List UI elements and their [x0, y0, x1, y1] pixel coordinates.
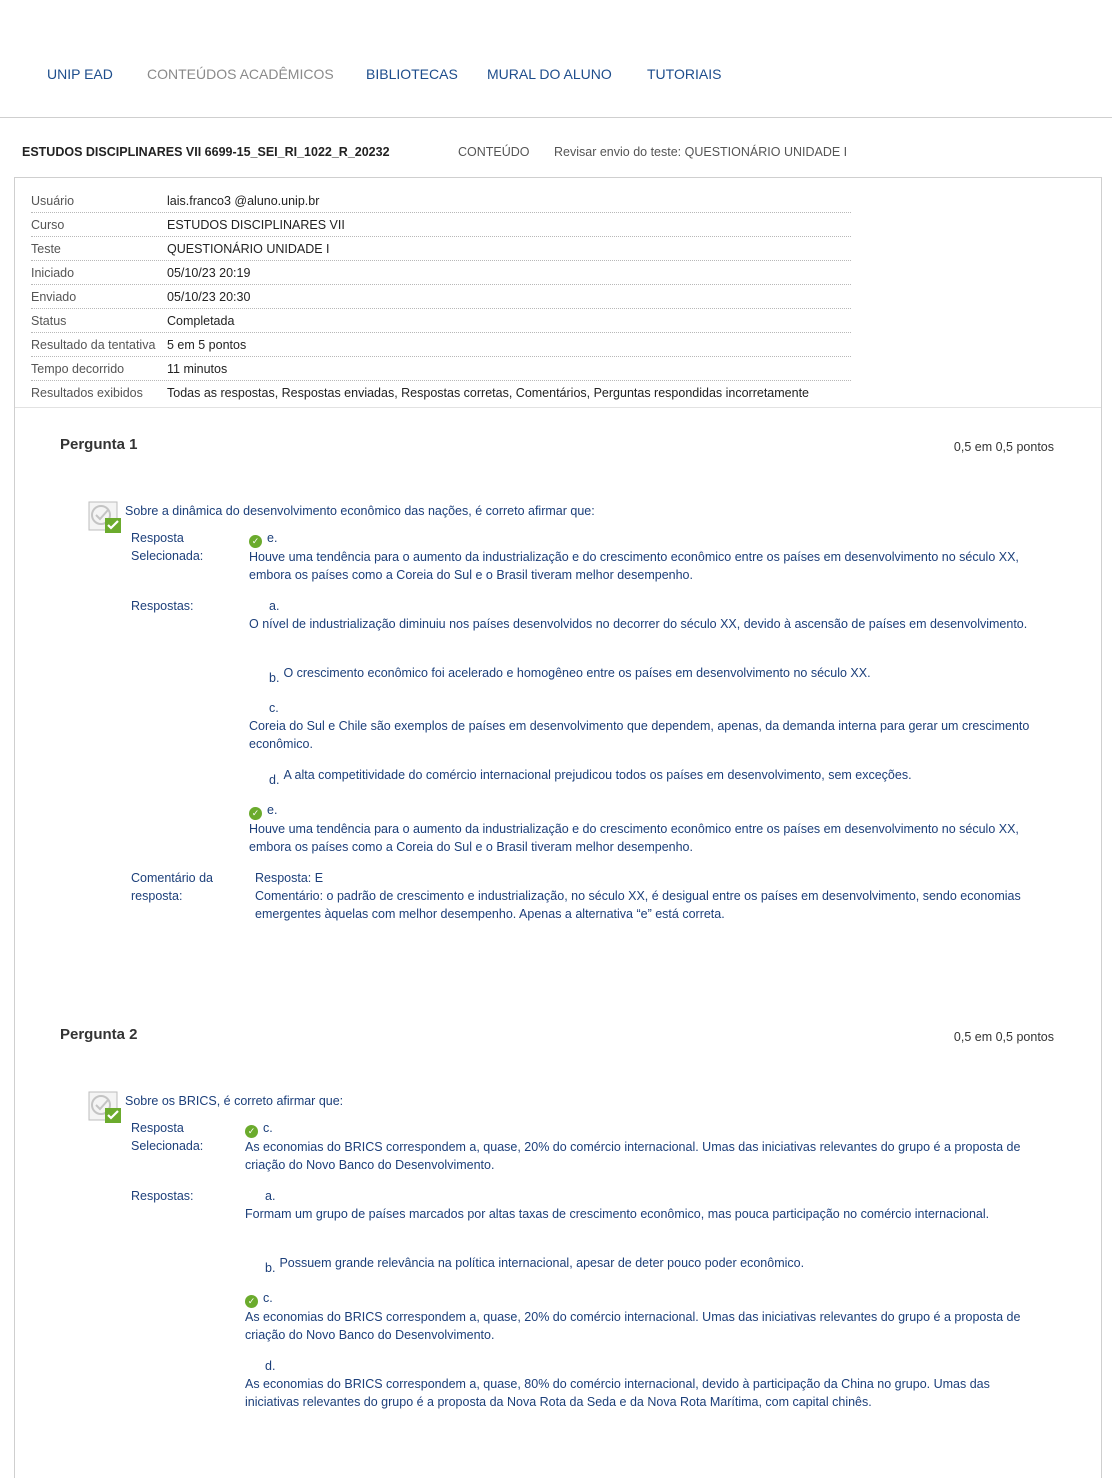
info-label: Usuário	[31, 194, 75, 208]
info-value: ESTUDOS DISCIPLINARES VII	[167, 218, 345, 232]
info-value: 05/10/23 20:30	[167, 290, 251, 304]
info-label: Iniciado	[31, 266, 75, 280]
question-2-text: Sobre os BRICS, é correto afirmar que:	[125, 1094, 344, 1108]
option-letter: a.	[269, 599, 280, 613]
answer-option-a	[245, 1187, 1035, 1223]
info-row-submitted	[31, 286, 851, 309]
option-text: Houve uma tendência para o aumento da industrialização e do crescimento econômico entre os países em desenvolvimento no século XX, embora os países como a Coreia do Sul e o Brasil tiveram melhor desempenho.	[249, 550, 1019, 582]
answer-option-a	[249, 597, 1039, 633]
selected-answer	[249, 529, 1039, 584]
option-text: O crescimento econômico foi acelerado e homogêneo entre os países em desenvolvimento no século XX.	[283, 666, 871, 680]
answer-option-c	[249, 699, 1039, 753]
top-navigation	[0, 0, 1112, 118]
answer-option-e	[249, 801, 1039, 856]
label-line: Resposta	[131, 1121, 184, 1135]
info-label: Enviado	[31, 290, 77, 304]
info-value: Completada	[167, 314, 235, 328]
option-letter: d.	[265, 1359, 276, 1373]
selected-answer	[245, 1119, 1035, 1174]
option-letter: e.	[267, 803, 278, 817]
answer-option-b	[269, 666, 871, 685]
nav-unip-ead[interactable]: UNIP EAD	[47, 66, 113, 82]
option-text: As economias do BRICS correspondem a, quase, 20% do comércio internacional. Umas das iniciativas relevantes do grupo é a proposta de criação do Novo Banco do Desenvolvimento.	[245, 1310, 1021, 1342]
label-line: Resposta	[131, 531, 184, 545]
check-circle-icon: ✓	[249, 807, 262, 820]
info-row-elapsed	[31, 358, 851, 381]
info-row-result	[31, 334, 851, 357]
info-row-course	[31, 214, 851, 237]
nav-mural-do-aluno[interactable]: MURAL DO ALUNO	[487, 66, 612, 82]
nav-bibliotecas[interactable]: BIBLIOTECAS	[366, 66, 458, 82]
test-review-panel	[14, 177, 1102, 1478]
info-label: Tempo decorrido	[31, 362, 125, 376]
check-circle-icon: ✓	[245, 1295, 258, 1308]
option-letter: a.	[265, 1189, 276, 1203]
divider	[15, 407, 1101, 408]
option-text: As economias do BRICS correspondem a, quase, 20% do comércio internacional. Umas das iniciativas relevantes do grupo é a proposta de criação do Novo Banco do Desenvolvimento.	[245, 1140, 1021, 1172]
answer-option-b	[265, 1256, 805, 1275]
question-2-score: 0,5 em 0,5 pontos	[953, 1030, 1054, 1044]
breadcrumb-course[interactable]: ESTUDOS DISCIPLINARES VII 6699-15_SEI_RI_1022_R_20232	[22, 145, 390, 159]
info-label: Status	[31, 314, 67, 328]
label-line: Comentário da	[131, 871, 213, 885]
info-value: 11 minutos	[167, 362, 228, 376]
selected-answer-label	[131, 529, 203, 565]
breadcrumb	[0, 120, 1112, 176]
option-text: Houve uma tendência para o aumento da industrialização e do crescimento econômico entre os países em desenvolvimento no século XX, embora os países como a Coreia do Sul e o Brasil tiveram melhor desempenho.	[249, 822, 1019, 854]
option-text: A alta competitividade do comércio internacional prejudicou todos os países em desenvolvimento, sem exceções.	[283, 768, 912, 782]
nav-conteudos-academicos[interactable]: CONTEÚDOS ACADÊMICOS	[147, 66, 334, 82]
option-letter: b.	[269, 671, 280, 685]
option-letter: c.	[263, 1121, 273, 1135]
info-value: Todas as respostas, Respostas enviadas, Respostas corretas, Comentários, Perguntas respondidas incorretamente	[167, 386, 809, 400]
info-label: Curso	[31, 218, 65, 232]
info-value: lais.franco3 @aluno.unip.br	[167, 194, 320, 208]
graded-question-icon	[87, 500, 123, 534]
answer-option-c	[245, 1289, 1035, 1344]
check-circle-icon: ✓	[249, 535, 262, 548]
option-text: As economias do BRICS correspondem a, quase, 80% do comércio internacional, devido à participação da China no grupo. Umas das iniciativas relevantes do grupo é a proposta da Nova Rota da Seda e da Nova Rota Marítima, com capital chinês.	[245, 1377, 990, 1409]
label-line: Selecionada:	[131, 549, 204, 563]
option-text: Formam um grupo de países marcados por altas taxas de crescimento econômico, mas pouca participação no comércio internacional.	[245, 1207, 990, 1221]
question-1-text: Sobre a dinâmica do desenvolvimento econômico das nações, é correto afirmar que:	[125, 504, 595, 518]
breadcrumb-section[interactable]: CONTEÚDO	[458, 145, 530, 159]
option-letter: c.	[269, 701, 279, 715]
info-label: Resultados exibidos	[31, 386, 143, 400]
label-line: Selecionada:	[131, 1139, 204, 1153]
info-value: 05/10/23 20:19	[167, 266, 251, 280]
question-2-title: Pergunta 2	[60, 1026, 138, 1043]
answers-label: Respostas:	[131, 599, 194, 613]
option-letter: c.	[263, 1291, 273, 1305]
comment-answer: Resposta: E	[255, 871, 324, 885]
comment-label	[131, 869, 213, 905]
answer-option-d	[245, 1357, 1035, 1411]
answers-label: Respostas:	[131, 1189, 194, 1203]
graded-question-icon	[87, 1090, 123, 1124]
option-letter: e.	[267, 531, 278, 545]
answer-comment	[255, 869, 1035, 923]
info-row-started	[31, 262, 851, 285]
info-row-user	[31, 190, 851, 213]
info-value: 5 em 5 pontos	[167, 338, 247, 352]
option-letter: b.	[265, 1261, 276, 1275]
comment-text: Comentário: o padrão de crescimento e industrialização, no século XX, é desigual entre os países em desenvolvimento, sendo economias emergentes àquelas com melhor desempenho. Apenas a alternativa “e” está correta.	[255, 889, 1021, 921]
info-label: Teste	[31, 242, 61, 256]
option-letter: d.	[269, 773, 280, 787]
question-1-title: Pergunta 1	[60, 436, 138, 453]
attempt-info-table	[31, 190, 851, 405]
info-label: Resultado da tentativa	[31, 338, 156, 352]
nav-tutoriais[interactable]: TUTORIAIS	[647, 66, 722, 82]
option-text: Possuem grande relevância na política internacional, apesar de deter pouco poder econômico.	[279, 1256, 805, 1270]
option-text: O nível de industrialização diminuiu nos países desenvolvidos no decorrer do século XX, devido à ascensão de países em desenvolvimento.	[249, 617, 1028, 631]
info-row-test	[31, 238, 851, 261]
answer-option-d	[269, 768, 912, 787]
option-text: Coreia do Sul e Chile são exemplos de países em desenvolvimento que dependem, apenas, da demanda interna para gerar um crescimento econômico.	[249, 719, 1030, 751]
question-1-score: 0,5 em 0,5 pontos	[953, 440, 1054, 454]
selected-answer-label	[131, 1119, 203, 1155]
info-row-status	[31, 310, 851, 333]
check-circle-icon: ✓	[245, 1125, 258, 1138]
label-line: resposta:	[131, 889, 183, 903]
breadcrumb-page: Revisar envio do teste: QUESTIONÁRIO UNIDADE I	[554, 145, 848, 159]
info-value: QUESTIONÁRIO UNIDADE I	[167, 242, 330, 256]
info-row-displayed	[31, 382, 851, 404]
